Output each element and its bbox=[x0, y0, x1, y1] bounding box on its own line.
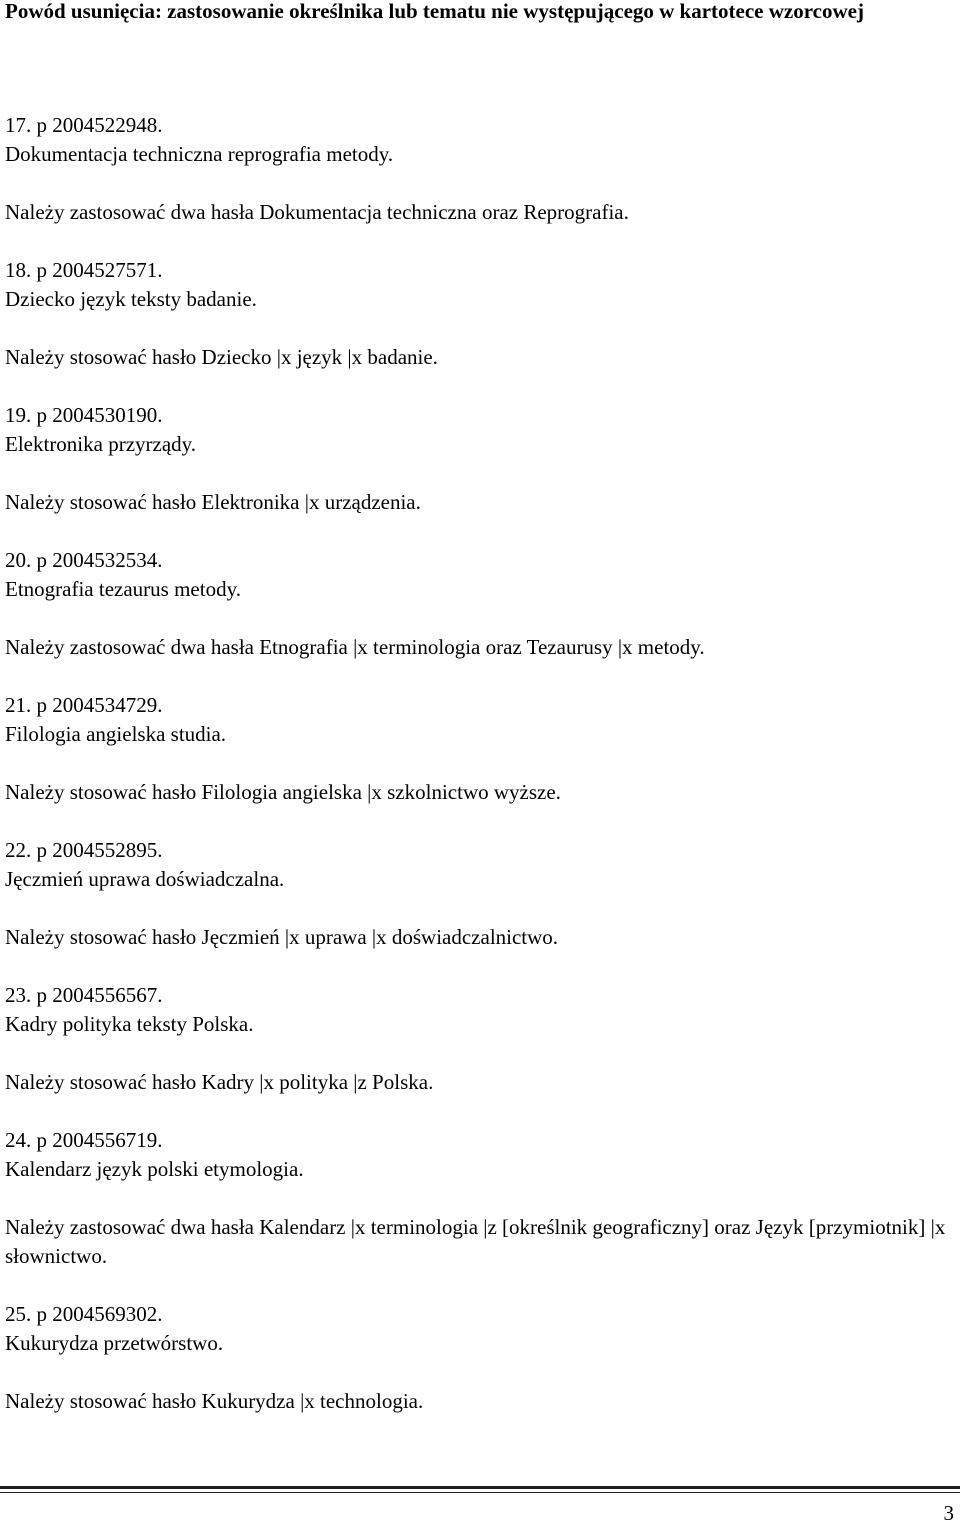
page-heading: Powód usunięcia: zastosowanie określnika lub tematu nie występującego w kartotece wzorcowej bbox=[5, 0, 864, 23]
entry-rule: Należy stosować hasło Kukurydza |x technologia. bbox=[5, 1389, 424, 1413]
entry-title: Etnografia tezaurus metody. bbox=[5, 577, 241, 601]
entry-id: 25. p 2004569302. bbox=[5, 1302, 163, 1326]
entry-id: 18. p 2004527571. bbox=[5, 258, 163, 282]
entry-title: Kalendarz język polski etymologia. bbox=[5, 1157, 304, 1181]
entry-title: Dziecko język teksty badanie. bbox=[5, 287, 257, 311]
entry-title: Filologia angielska studia. bbox=[5, 722, 227, 746]
entry-rule: Należy stosować hasło Dziecko |x język |x badanie. bbox=[5, 345, 438, 369]
entry-rule: Należy stosować hasło Kadry |x polityka |z Polska. bbox=[5, 1070, 434, 1094]
list-item bbox=[5, 546, 955, 662]
entry-rule: Należy stosować hasło Elektronika |x urządzenia. bbox=[5, 490, 421, 514]
entry-id: 23. p 2004556567. bbox=[5, 983, 163, 1007]
entry-rule: Należy zastosować dwa hasła Dokumentacja techniczna oraz Reprografia. bbox=[5, 200, 629, 224]
list-item bbox=[5, 691, 955, 807]
entry-title: Elektronika przyrządy. bbox=[5, 432, 197, 456]
entry-id: 24. p 2004556719. bbox=[5, 1128, 163, 1152]
entry-rule: Należy zastosować dwa hasła Etnografia |x terminologia oraz Tezaurusy |x metody. bbox=[5, 635, 705, 659]
list-item bbox=[5, 111, 955, 227]
footer-divider bbox=[0, 1486, 960, 1489]
list-item bbox=[5, 1300, 955, 1416]
footer-divider-thin bbox=[0, 1492, 960, 1493]
list-item bbox=[5, 256, 955, 372]
entry-title: Dokumentacja techniczna reprografia metody. bbox=[5, 142, 394, 166]
entry-id: 22. p 2004552895. bbox=[5, 838, 163, 862]
entry-rule: Należy stosować hasło Jęczmień |x uprawa |x doświadczalnictwo. bbox=[5, 925, 559, 949]
entry-rule: Należy zastosować dwa hasła Kalendarz |x terminologia |z [określnik geograficzny] oraz Język [przymiotnik] |x słownictwo. bbox=[5, 1215, 946, 1268]
entry-id: 20. p 2004532534. bbox=[5, 548, 163, 572]
entry-id: 21. p 2004534729. bbox=[5, 693, 163, 717]
entry-id: 19. p 2004530190. bbox=[5, 403, 163, 427]
list-item bbox=[5, 1126, 955, 1271]
page-number: 3 bbox=[943, 1501, 954, 1525]
list-item bbox=[5, 836, 955, 952]
entry-title: Kadry polityka teksty Polska. bbox=[5, 1012, 254, 1036]
entry-title: Kukurydza przetwórstwo. bbox=[5, 1331, 224, 1355]
entry-id: 17. p 2004522948. bbox=[5, 113, 163, 137]
entry-title: Jęczmień uprawa doświadczalna. bbox=[5, 867, 285, 891]
entries-list bbox=[5, 111, 955, 1416]
entry-rule: Należy stosować hasło Filologia angielska |x szkolnictwo wyższe. bbox=[5, 780, 561, 804]
list-item bbox=[5, 401, 955, 517]
list-item bbox=[5, 981, 955, 1097]
